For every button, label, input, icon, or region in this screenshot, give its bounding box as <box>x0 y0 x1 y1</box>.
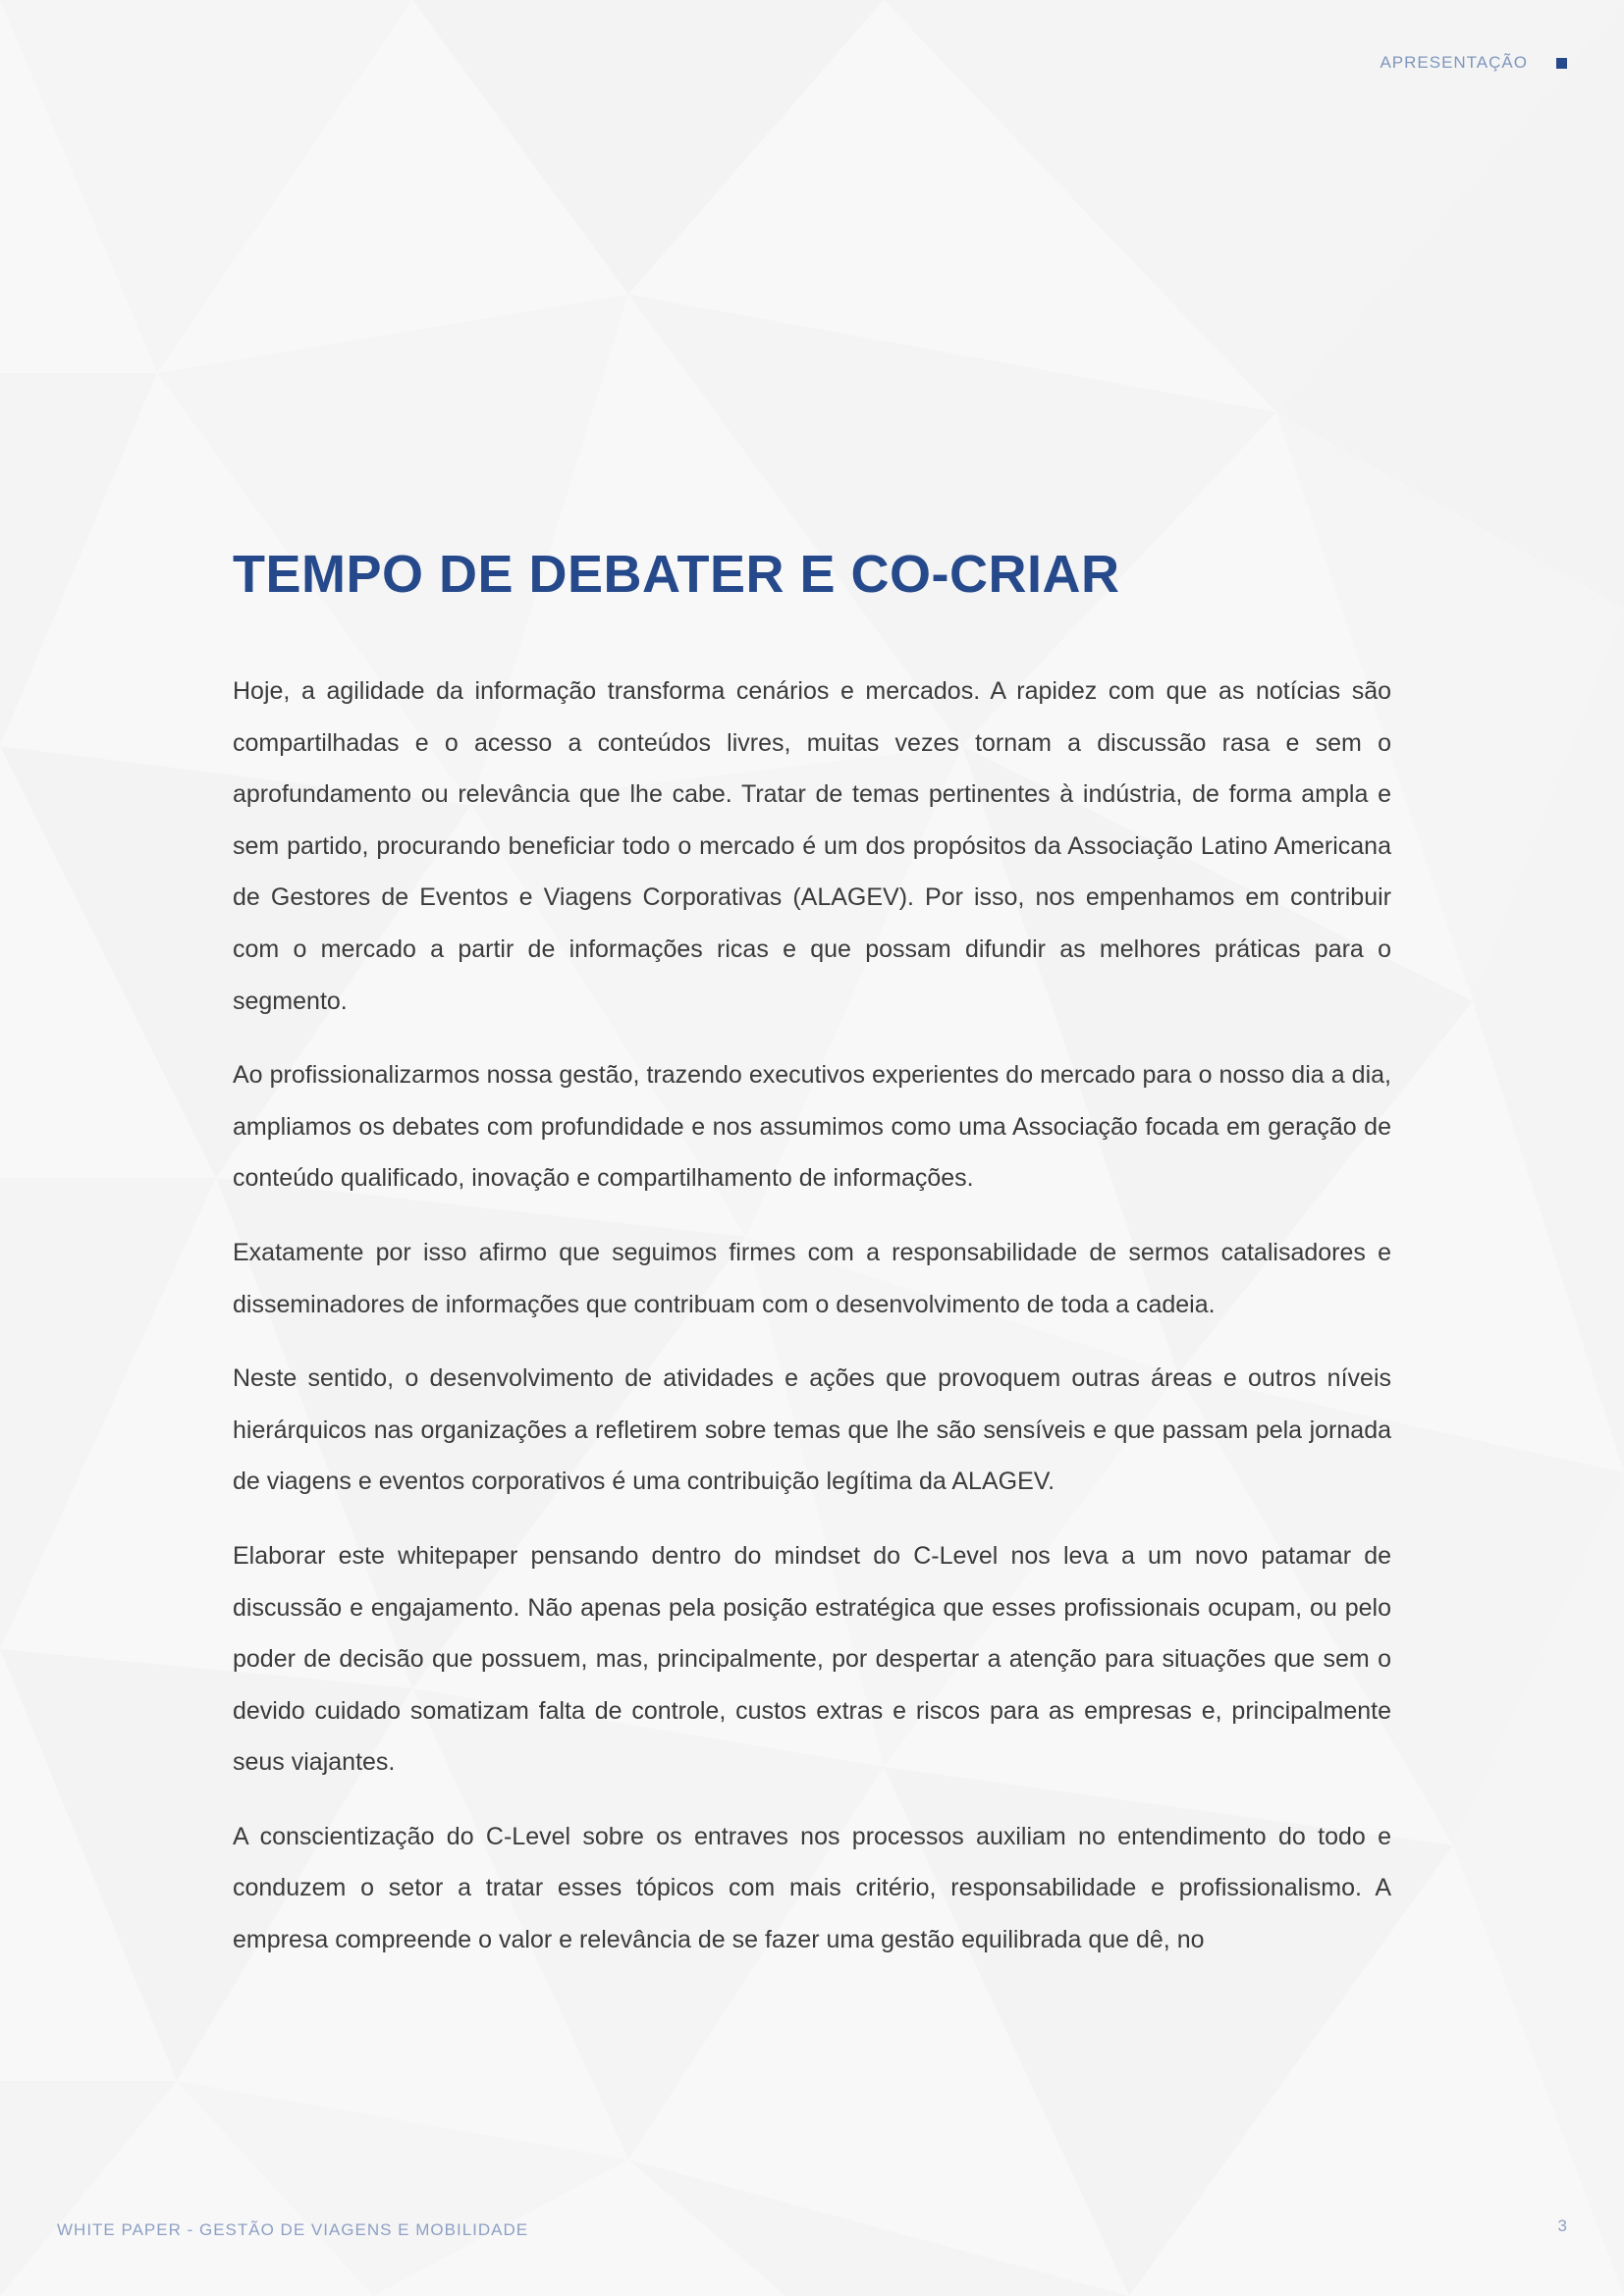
page-header <box>1380 53 1567 73</box>
paragraph: Exatamente por isso afirmo que seguimos firmes com a responsabilidade de sermos catalisadores e disseminadores de informações que contribuam com o desenvolvimento de toda a cadeia. <box>233 1238 1391 1318</box>
paragraph: Hoje, a agilidade da informação transforma cenários e mercados. A rapidez com que as notícias são compartilhadas e o acesso a conteúdos livres, muitas vezes tornam a discussão rasa e sem o aprofundamento ou relevância que lhe cabe. Tratar de temas pertinentes à indústria, de forma ampla e sem partido, procurando beneficiar todo o mercado é um dos propósitos da Associação Latino Americana de Gestores de Eventos e Viagens Corporativas (ALAGEV). Por isso, nos empenhamos em contribuir com o mercado a partir de informações ricas e que possam difundir as melhores práticas para o segmento. <box>233 677 1391 1015</box>
page-title: TEMPO DE DEBATER E CO-CRIAR <box>233 545 1120 604</box>
paragraph: Elaborar este whitepaper pensando dentro do mindset do C-Level nos leva a um novo patamar de discussão e engajamento. Não apenas pela posição estratégica que esses profissionais ocupam, ou pelo poder de decisão que possuem, mas, principalmente, por despertar a atenção para situações que sem o devido cuidado somatizam falta de controle, custos extras e riscos para as empresas e, principalmente seus viajantes. <box>233 1541 1391 1777</box>
paragraph: Ao profissionalizarmos nossa gestão, trazendo executivos experientes do mercado para o nosso dia a dia, ampliamos os debates com profundidade e nos assumimos como uma Associação focada em geração de conteúdo qualificado, inovação e compartilhamento de informações. <box>233 1061 1391 1193</box>
section-label: APRESENTAÇÃO <box>1380 53 1528 72</box>
footer-publication: WHITE PAPER - GESTÃO DE VIAGENS E MOBILIDADE <box>57 2220 529 2239</box>
page-number: 3 <box>1557 2216 1567 2235</box>
main-content <box>233 545 1391 1989</box>
square-marker-icon <box>1556 58 1567 69</box>
paragraph: Neste sentido, o desenvolvimento de atividades e ações que provoquem outras áreas e outros níveis hierárquicos nas organizações a refletirem sobre temas que lhe são sensíveis e que passam pela jornada de viagens e eventos corporativos é uma contribuição legítima da ALAGEV. <box>233 1364 1391 1496</box>
paragraph: A conscientização do C-Level sobre os entraves nos processos auxiliam no entendimento do todo e conduzem o setor a tratar esses tópicos com mais critério, responsabilidade e profissionalismo. A empresa compreende o valor e relevância de se fazer uma gestão equilibrada que dê, no <box>233 1822 1391 1954</box>
